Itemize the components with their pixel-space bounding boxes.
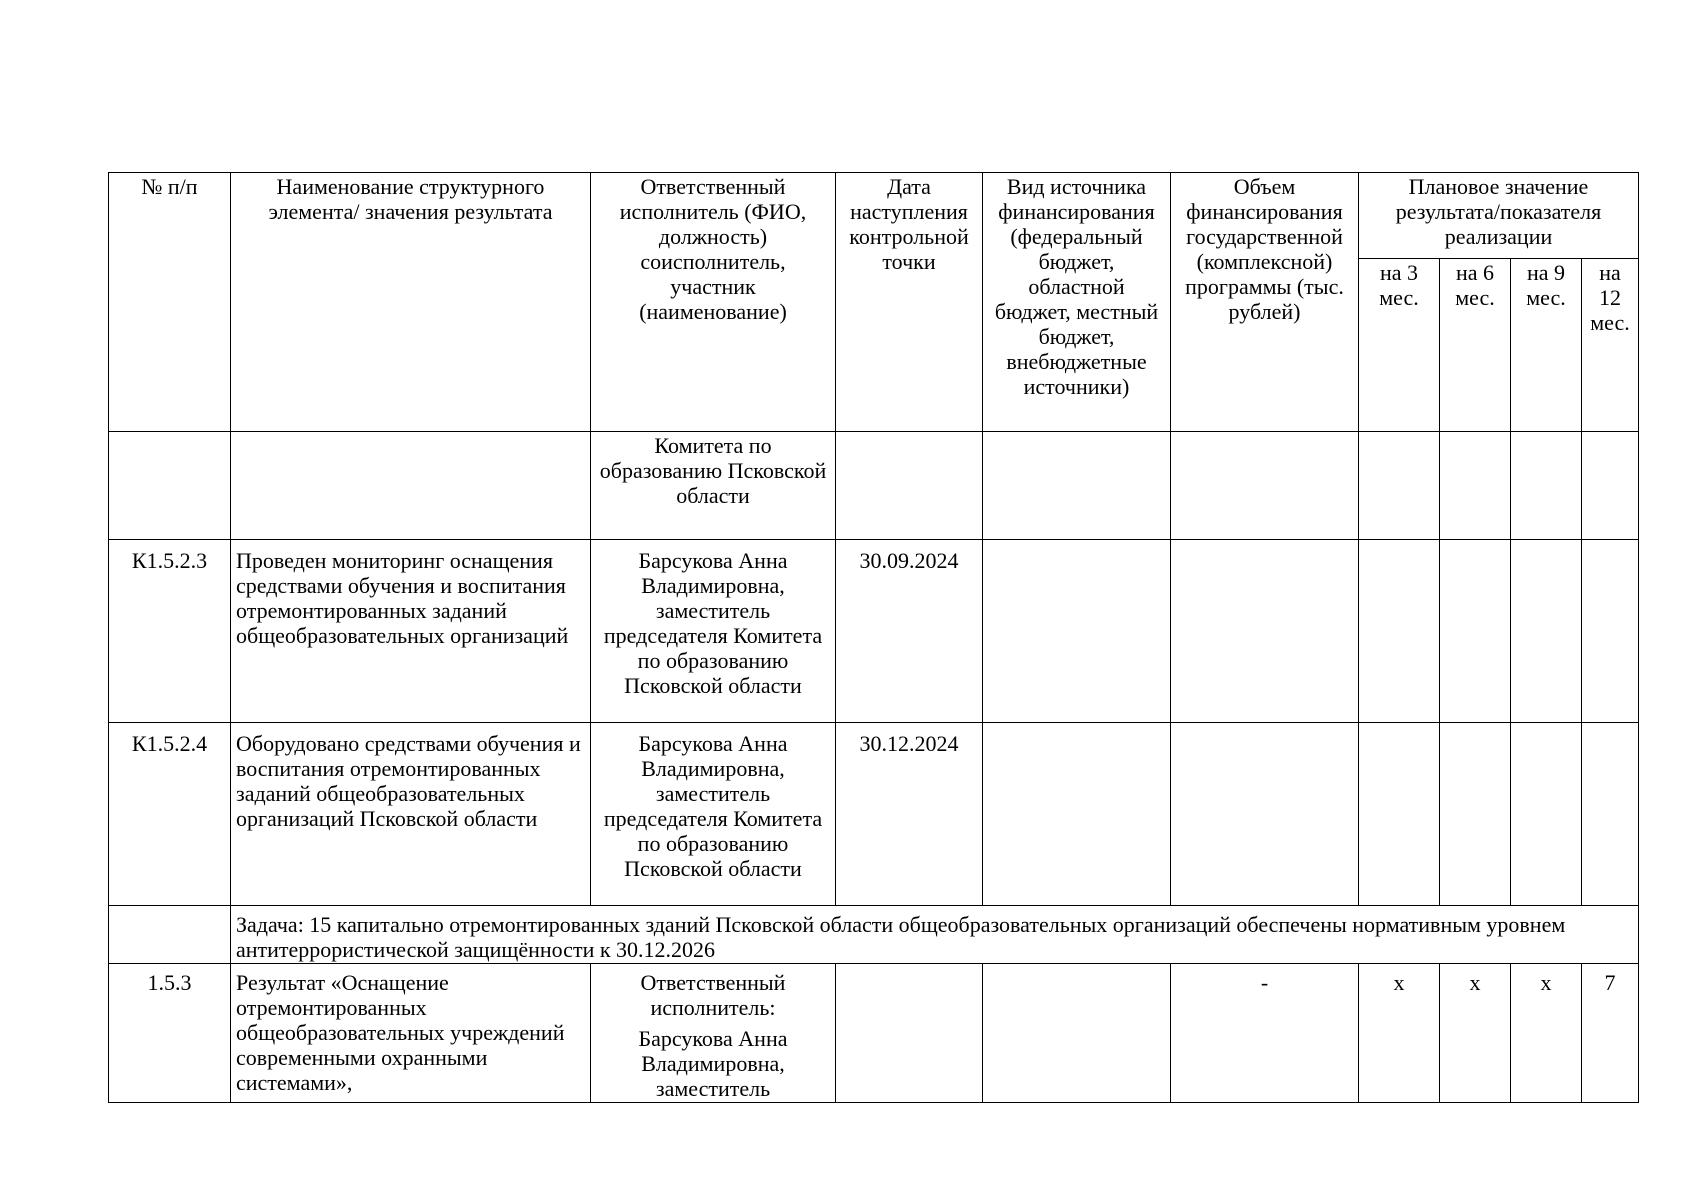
cell-empty: [109, 906, 231, 964]
row-q9: x: [1511, 964, 1582, 1103]
cell-empty: [836, 432, 983, 540]
header-date: Дата наступления контрольной точки: [836, 173, 983, 432]
cell-empty: [1582, 432, 1639, 540]
row-executor-cell: [591, 964, 836, 1103]
task-text: Задача: 15 капитально отремонтированных зданий Псковской области общеобразовательных организаций обеспечены нормативным уровнем антитеррористической защищённости к 30.12.2026: [231, 906, 1639, 964]
header-q6: на 6 мес.: [1440, 259, 1511, 432]
table-row: [109, 432, 1639, 540]
header-num: № п/п: [109, 173, 231, 432]
header-q12: на 12 мес.: [1582, 259, 1639, 432]
header-planned: Плановое значение результата/показателя реализации: [1359, 173, 1639, 259]
cell-empty: [1359, 723, 1440, 906]
table-row: [109, 540, 1639, 723]
table-row: [109, 964, 1639, 1103]
header-executor: Ответственный исполнитель (ФИО, должность) соисполнитель, участник (наименование): [591, 173, 836, 432]
row-q12: 7: [1582, 964, 1639, 1103]
cell-empty: [1511, 432, 1582, 540]
cell-empty: [231, 432, 591, 540]
task-row: [109, 906, 1639, 964]
cell-empty: [1171, 432, 1359, 540]
row-q6: x: [1440, 964, 1511, 1103]
row-executor: Барсукова Анна Владимировна, заместитель председателя Комитета по образованию Псковской области: [591, 723, 836, 906]
cell-empty: [1582, 723, 1639, 906]
header-name: Наименование структурного элемента/ значения результата: [231, 173, 591, 432]
row-num: К1.5.2.4: [109, 723, 231, 906]
cell-empty: [1440, 432, 1511, 540]
cell-empty: [983, 432, 1171, 540]
row-q3: x: [1359, 964, 1440, 1103]
cell-empty: [836, 964, 983, 1103]
row-executor: Барсукова Анна Владимировна, заместитель председателя Комитета по образованию Псковской области: [591, 540, 836, 723]
row-date: 30.12.2024: [836, 723, 983, 906]
row-name: Результат «Оснащение отремонтированных общеобразовательных учреждений современными охранными системами»,: [231, 964, 591, 1103]
cell-empty: [1359, 540, 1440, 723]
cell-empty: [1511, 723, 1582, 906]
cell-empty: [1440, 540, 1511, 723]
cell-empty: [109, 432, 231, 540]
cell-empty: [1359, 432, 1440, 540]
row-num: К1.5.2.3: [109, 540, 231, 723]
cell-empty: [1582, 540, 1639, 723]
row-volume: -: [1171, 964, 1359, 1103]
header-source: Вид источника финансирования (федеральный бюджет, областной бюджет, местный бюджет, внебюджетные источники): [983, 173, 1171, 432]
table-row: [109, 723, 1639, 906]
row-num: 1.5.3: [109, 964, 231, 1103]
header-q3: на 3 мес.: [1359, 259, 1440, 432]
row-name: Проведен мониторинг оснащения средствами обучения и воспитания отремонтированных заданий общеобразовательных организаций: [231, 540, 591, 723]
row-executor: Комитета по образованию Псковской области: [591, 432, 836, 540]
row-executor: Барсукова Анна Владимировна, заместитель: [638, 1026, 788, 1101]
cell-empty: [983, 540, 1171, 723]
header-volume: Объем финансирования государственной (комплексной) программы (тыс. рублей): [1171, 173, 1359, 432]
header-q9: на 9 мес.: [1511, 259, 1582, 432]
row-executor-label: Ответственный исполнитель:: [640, 970, 786, 1020]
cell-empty: [983, 964, 1171, 1103]
row-date: 30.09.2024: [836, 540, 983, 723]
cell-empty: [1171, 723, 1359, 906]
cell-empty: [1440, 723, 1511, 906]
row-name: Оборудовано средствами обучения и воспитания отремонтированных заданий общеобразовательных организаций Псковской области: [231, 723, 591, 906]
plan-table: [108, 172, 1639, 1103]
cell-empty: [983, 723, 1171, 906]
cell-empty: [1511, 540, 1582, 723]
cell-empty: [1171, 540, 1359, 723]
